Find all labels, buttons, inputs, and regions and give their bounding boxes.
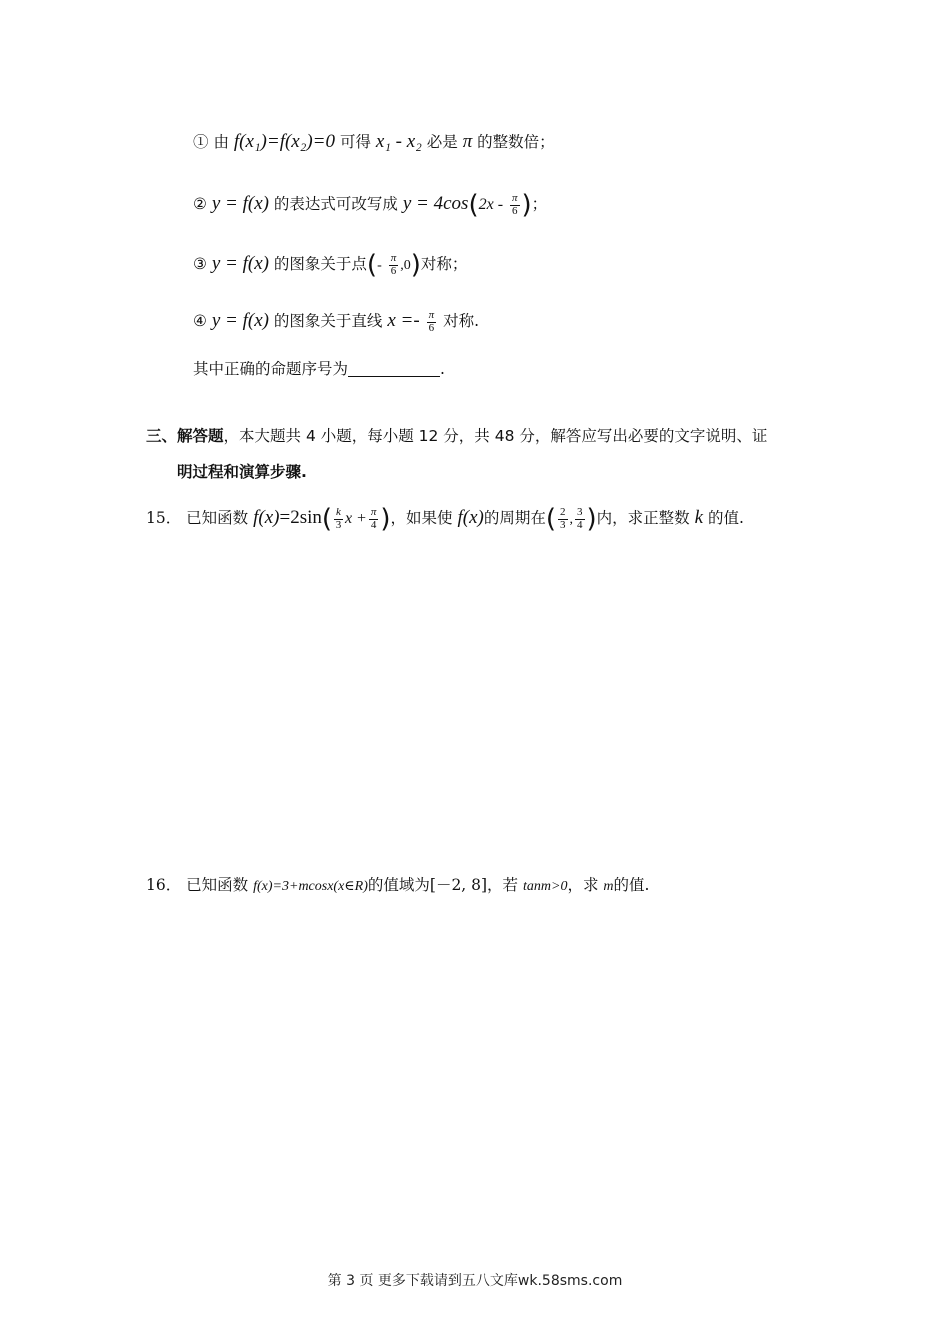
item-text: ； xyxy=(531,195,548,213)
question-end: . xyxy=(440,360,445,378)
fraction-denominator: 6 xyxy=(511,204,518,217)
fraction-denominator: 4 xyxy=(577,518,583,531)
question-text: ，如果使 xyxy=(390,509,453,527)
fraction-numerator: k xyxy=(336,505,341,518)
item-marker: ② xyxy=(193,195,207,213)
section-text: ，本大题共 4 小题，每小题 12 分，共 48 分，解答应写出必要的文字说明、证 xyxy=(223,427,768,445)
question-15 xyxy=(146,506,744,532)
item-text: 的图象关于点 xyxy=(273,255,367,273)
question-text: 已知函数 xyxy=(186,876,249,894)
left-paren: ( xyxy=(545,504,557,534)
math-expression: y = f(x) xyxy=(211,253,269,274)
fraction xyxy=(510,193,520,217)
question-text: 的值. xyxy=(708,509,744,527)
question-number: 15． xyxy=(146,509,182,527)
fraction xyxy=(558,507,568,531)
item-1 xyxy=(193,132,555,151)
fraction-denominator: 6 xyxy=(428,321,435,334)
math-expression: x + xyxy=(344,510,367,527)
page-footer: 第 3 页 更多下载请到五八文库wk.58sms.com xyxy=(327,1273,623,1289)
left-paren: ( xyxy=(366,250,378,280)
question-text: 内，求正整数 xyxy=(596,509,690,527)
question-text: 其中正确的命题序号为 xyxy=(193,360,349,378)
math-symbol: π xyxy=(462,131,473,152)
section-heading xyxy=(146,429,767,445)
item-text: 对称. xyxy=(443,312,480,331)
question-text: 的值域为[－2, 8]，若 xyxy=(367,876,519,894)
item-text: 的图象关于直线 xyxy=(273,312,383,331)
math-expression: y = 4cos xyxy=(402,193,469,214)
item-text: 的表达式可改写成 xyxy=(273,195,398,213)
section-title: 三、解答题 xyxy=(146,427,224,445)
question-text: ，求 xyxy=(567,876,599,894)
math-expression: y = f(x) xyxy=(211,193,269,214)
fraction-numerator: 2 xyxy=(560,505,566,518)
question-16 xyxy=(146,878,649,894)
fraction-numerator: π xyxy=(428,309,435,321)
math-expression: f(x) xyxy=(457,507,484,528)
item-text: 可得 xyxy=(339,133,371,151)
math-expression: - xyxy=(377,258,382,273)
right-paren: ) xyxy=(521,190,532,220)
right-paren: ) xyxy=(410,250,421,280)
fraction-numerator: π xyxy=(511,191,518,204)
fraction xyxy=(389,253,399,277)
question-text: 的值. xyxy=(613,876,650,894)
question-number: 16． xyxy=(146,876,182,894)
math-expression: y = f(x) xyxy=(211,310,269,332)
fraction xyxy=(369,507,379,531)
fraction xyxy=(575,507,585,531)
item-text: 的整数倍； xyxy=(477,133,555,151)
fraction-numerator: 3 xyxy=(577,505,583,518)
item-3 xyxy=(193,252,467,278)
item-text: 由 xyxy=(213,133,229,151)
item-marker: ① xyxy=(193,133,209,151)
right-paren: ) xyxy=(586,504,597,534)
item-4 xyxy=(193,310,479,334)
fraction-denominator: 6 xyxy=(390,264,397,277)
question-line xyxy=(193,362,445,378)
fraction xyxy=(427,310,437,334)
section-text-cont: 明过程和演算步骤. xyxy=(177,463,307,481)
math-symbol: k xyxy=(694,507,704,528)
math-expression: ,0 xyxy=(400,258,411,273)
item-text: 必是 xyxy=(426,133,458,151)
question-text: 已知函数 xyxy=(186,509,249,527)
left-paren: ( xyxy=(468,190,479,220)
math-expression: 2x - xyxy=(478,196,504,213)
math-expression: f(x₁)=f(x₂)=0 xyxy=(233,131,335,152)
fraction-denominator: 3 xyxy=(560,518,566,531)
item-2 xyxy=(193,192,547,218)
answer-blank xyxy=(348,376,440,377)
item-marker: ③ xyxy=(193,255,207,273)
fraction-denominator: 4 xyxy=(370,518,377,531)
item-text: 对称； xyxy=(420,255,468,273)
math-symbol: m xyxy=(603,879,614,894)
fraction-denominator: 3 xyxy=(335,518,342,531)
fraction-numerator: π xyxy=(390,251,397,264)
question-text: 的周期在 xyxy=(483,509,546,527)
math-expression: =2sin xyxy=(279,507,322,528)
comma: , xyxy=(569,512,574,527)
fraction-numerator: π xyxy=(370,505,377,518)
fraction xyxy=(334,507,343,531)
right-paren: ) xyxy=(380,504,391,534)
math-expression: f(x)=3+mcosx(x∈R) xyxy=(253,879,368,894)
math-expression: f(x) xyxy=(253,507,280,528)
math-expression: x =- xyxy=(387,310,420,332)
math-expression: x₁ - x₂ xyxy=(375,131,422,152)
math-expression: tanm>0 xyxy=(523,879,568,894)
left-paren: ( xyxy=(321,504,333,534)
item-marker: ④ xyxy=(193,312,207,331)
